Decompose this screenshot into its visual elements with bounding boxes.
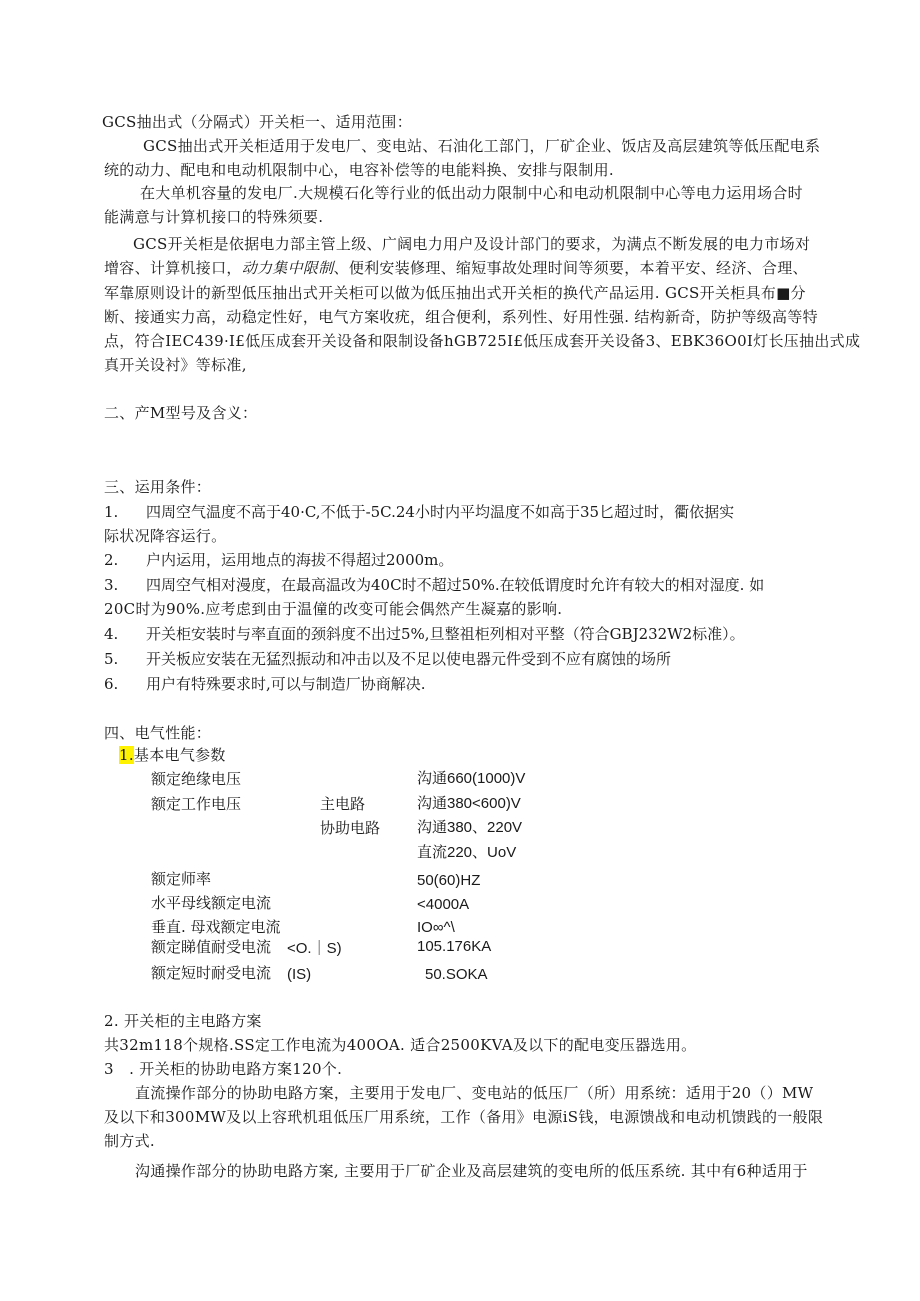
paragraph-3-line-2-a: 增容、计算机接口， (104, 259, 242, 277)
condition-1-number: 1. (104, 503, 119, 521)
param-label: 额定绝缘电压 (151, 770, 242, 788)
condition-6-number: 6. (104, 675, 119, 693)
condition-6-line-1: 用户有特殊要求时,可以与制造厂协商解决. (146, 675, 426, 693)
condition-3-line-1: 四周空气相对漫度，在最高温改为40C时不超过50%.在较低谓度时允许有较大的相对湿度. 如 (146, 576, 765, 594)
param-value: 沟通380<600)V (417, 795, 521, 812)
param-value: 沟通660(1000)V (417, 770, 526, 787)
paragraph-1-line-1: GCS抽出式开关柜适用于发电厂、变电站、石油化工部门，厂矿企业、饭店及高层建筑等低压配电系 (143, 137, 821, 155)
param-sub-label: (IS) (287, 966, 312, 983)
paragraph-4-line-3: 制方式. (104, 1132, 155, 1150)
paragraph-3-line-1: GCS开关柜是依据电力部主管上级、广阔电力用户及设计部门的要求，为满点不断发展的电力市场对 (133, 235, 811, 253)
param-label: 额定工作电压 (151, 795, 242, 813)
param-value: 沟通380、220V (417, 819, 523, 836)
paragraph-2-line-2: 能满意与计算机接口的特殊须要. (104, 208, 324, 226)
param-value: 直流220、UoV (417, 844, 517, 861)
param-label: 水平母线额定电流 (151, 894, 272, 912)
param-label: 额定睇值耐受电流 (151, 938, 272, 956)
paragraph-3-line-2-c: 、便利安装修理、缩短事故处理时间等须要，本着平安、经济、合理、 (333, 259, 808, 277)
param-sub-label: <O.｜S) (287, 940, 342, 957)
param-value: IO∞^\ (417, 919, 455, 936)
section3-title: 三、运用条件： (104, 478, 212, 496)
paragraph-3-line-4: 断、接通实力高，动稳定性好，电气方案收疣，组合便利，系列性、好用性强. 结构新奇，防护等级高等特 (104, 308, 818, 326)
paragraph-3-line-2-italic: 动力集中限制 (241, 259, 334, 277)
subsection-2-text: 共32m118个规格.SS定工作电流为400OA. 适合2500KVA及以下的配电变压器选用。 (104, 1036, 697, 1054)
param-sub-label: 主电路 (320, 795, 366, 813)
paragraph-3-line-5: 点，符合IEC439·I£低压成套开关设备和限制设备hGB725I£低压成套开关设备3、EBK36O0I灯长压抽出式成 (104, 332, 861, 350)
condition-3-line-2: 20C时为90%.应考虑到由于温僮的改变可能会偶然产生凝嘉的影响. (104, 600, 563, 618)
subsection-1-title: 基本电气参数 (133, 746, 226, 764)
subsection-2-heading: 2. 开关柜的主电路方案 (104, 1012, 262, 1030)
condition-2-line-1: 户内运用，运用地点的海拔不得超过2000m。 (146, 551, 454, 569)
param-value: 105.176KA (417, 938, 492, 955)
paragraph-5-line-1: 沟通操作部分的协助电路方案, 主要用于厂矿企业及高层建筑的变电所的低压系统. 其中有6种适用于 (135, 1162, 808, 1180)
paragraph-3-line-2 (104, 258, 808, 278)
param-value: 50.SOKA (425, 966, 488, 983)
condition-3-number: 3. (104, 576, 119, 594)
condition-1-line-1: 四周空气温度不高于40·C,不低于-5C.24小时内平均温度不如高于35匕超过时，衢依据实 (146, 503, 735, 521)
condition-1-line-2: 际状况降容运行。 (104, 527, 227, 545)
param-label: 额定短时耐受电流 (151, 964, 272, 982)
condition-4-number: 4. (104, 625, 119, 643)
paragraph-3-line-3: 军靠原则设计的新型低压抽出式开关柜可以做为低压抽出式开关柜的换代产品运用. GCS开关柜具布■分 (104, 284, 806, 302)
condition-2-number: 2. (104, 551, 119, 569)
subsection-1-heading (119, 745, 226, 765)
section4-title: 四、电气性能： (104, 724, 212, 742)
subsection-1-number-highlight: 1. (119, 746, 134, 764)
section1-title: GCS抽出式（分隔式）开关柜一、适用范围： (102, 113, 413, 131)
param-value: <4000A (417, 896, 470, 913)
condition-5-line-1: 开关板应安装在无猛烈振动和冲击以及不足以使电器元件受到不应有腐蚀的场所 (146, 650, 672, 668)
paragraph-1-line-2: 统的动力、配电和电动机限制中心，电容补偿等的电能料换、安排与限制用. (104, 161, 614, 179)
param-sub-label: 协助电路 (320, 819, 381, 837)
param-label: 额定师率 (151, 870, 212, 888)
paragraph-4-line-2: 及以下和300MW及以上容玳机珇低压厂用系统，工作（备用》电源iS钱，电源馈战和电动机馈践的一般限 (104, 1108, 824, 1126)
paragraph-3-line-6: 真开关设衬》等标准, (104, 356, 247, 374)
paragraph-4-line-1: 直流操作部分的协助电路方案，主要用于发电厂、变电站的低压厂（所）用系统：适用于20（）MW (135, 1084, 814, 1102)
condition-5-number: 5. (104, 650, 119, 668)
condition-4-line-1: 开关柜安装时与率直面的颈斜度不出过5%,旦整祖柜列相对平整（符合GBJ232W2标准）。 (146, 625, 745, 643)
section2-title: 二、产M型号及含义： (104, 404, 258, 422)
subsection-3-heading: 3 . 开关柜的协助电路方案120个. (104, 1060, 343, 1078)
paragraph-2-line-1: 在大单机容量的发电厂.大规模石化等行业的低出动力限制中心和电动机限制中心等电力运用场合时 (140, 184, 803, 202)
param-label: 垂直. 母戏额定电流 (151, 918, 281, 936)
param-value: 50(60)HZ (417, 872, 481, 889)
